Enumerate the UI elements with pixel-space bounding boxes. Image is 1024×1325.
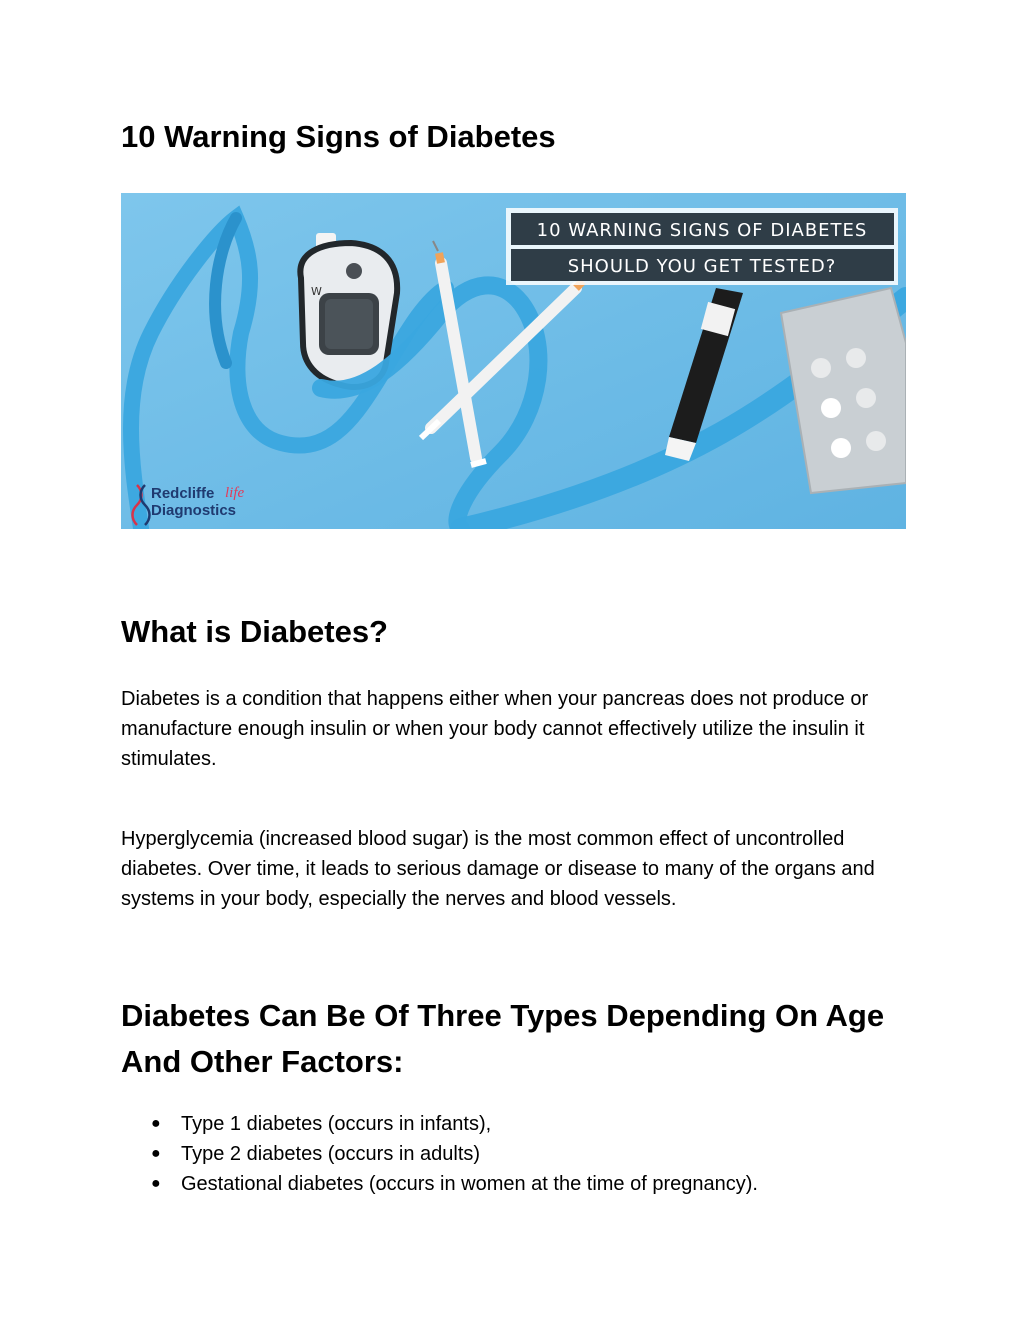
- bullet-icon: ●: [151, 1145, 161, 1162]
- paragraph-hyperglycemia: Hyperglycemia (increased blood sugar) is the most common effect of uncontrolled diabetes. Over time, it leads to serious damage or disease to many of the organs and systems in your body, especially the nerves and blood vessels.: [121, 828, 875, 910]
- svg-text:life: life: [225, 485, 245, 501]
- title-banner: [506, 208, 898, 285]
- section-heading-what-is-diabetes: What is Diabetes?: [121, 614, 388, 649]
- hero-image: [121, 193, 906, 529]
- svg-text:Redcliffe: Redcliffe: [151, 485, 215, 502]
- section-heading-types: Diabetes Can Be Of Three Types Depending On Age And Other Factors:: [121, 998, 885, 1079]
- svg-text:Diagnostics: Diagnostics: [151, 502, 237, 519]
- diabetes-types-list: [121, 1109, 758, 1199]
- svg-text:W: W: [311, 285, 322, 298]
- bullet-icon: ●: [151, 1175, 161, 1192]
- svg-text:10 WARNING SIGNS OF DIABETES: 10 WARNING SIGNS OF DIABETES: [536, 220, 868, 241]
- svg-text:SHOULD YOU GET TESTED?: SHOULD YOU GET TESTED?: [567, 256, 837, 277]
- list-item: ● Type 1 diabetes (occurs in infants),: [121, 1109, 758, 1139]
- list-item: ● Gestational diabetes (occurs in women at the time of pregnancy).: [121, 1169, 758, 1199]
- list-item: ● Type 2 diabetes (occurs in adults): [121, 1139, 758, 1169]
- paragraph-definition: Diabetes is a condition that happens either when your pancreas does not produce or manufacture enough insulin or when your body cannot effectively utilize the insulin it stimulates.: [121, 688, 869, 770]
- bullet-icon: ●: [151, 1115, 161, 1132]
- page-title: 10 Warning Signs of Diabetes: [121, 119, 556, 154]
